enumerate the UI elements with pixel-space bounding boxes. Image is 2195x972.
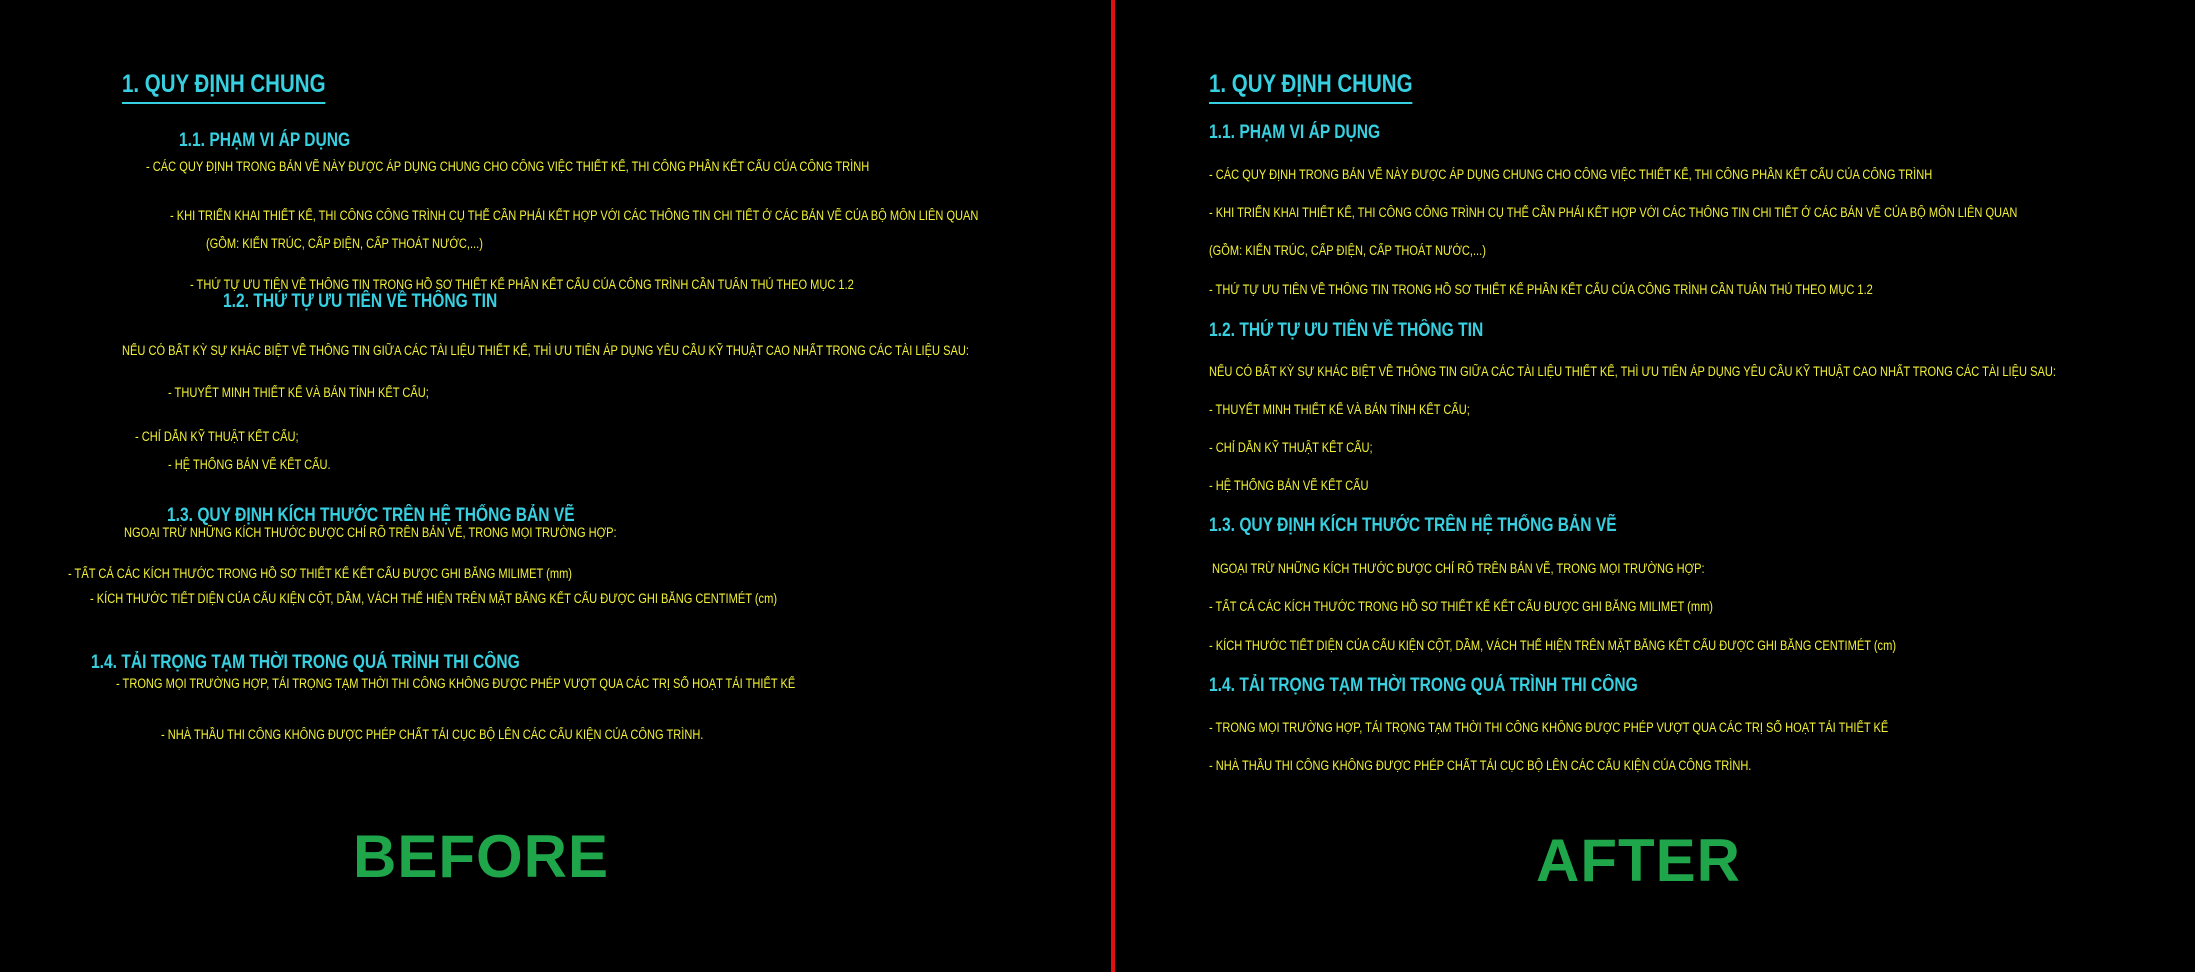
after-section-1-2-title: 1.2. THỨ TỰ ƯU TIÊN VỀ THÔNG TIN bbox=[1209, 320, 1484, 341]
after-section-1-1-line-2: - KHI TRIỂN KHAI THIẾT KẾ, THI CÔNG CÔNG TRÌNH CỤ THỂ CẦN PHẢI KẾT HỢP VỚI CÁC THÔNG TIN CHI TIẾT Ở CÁC BẢN VẼ CỦA BỘ MÔN LIÊN QUAN bbox=[1209, 205, 2018, 220]
after-label: AFTER bbox=[1536, 827, 1741, 894]
before-section-1-3-title: 1.3. QUY ĐỊNH KÍCH THƯỚC TRÊN HỆ THỐNG BẢN VẼ bbox=[167, 505, 575, 526]
after-section-1-2-line-1: NẾU CÓ BẤT KỲ SỰ KHÁC BIỆT VỀ THÔNG TIN GIỮA CÁC TÀI LIỆU THIẾT KẾ, THÌ ƯU TIÊN ÁP DỤNG YÊU CẦU KỸ THUẬT CAO NHẤT TRONG CÁC TÀI LIỆU SAU: bbox=[1209, 364, 2056, 379]
before-section-1-4-line-2: - NHÀ THẦU THI CÔNG KHÔNG ĐƯỢC PHÉP CHẤT TẢI CỤC BỘ LÊN CÁC CẤU KIỆN CỦA CÔNG TRÌNH. bbox=[161, 727, 704, 742]
before-section-1-1-line-1: - CÁC QUY ĐỊNH TRONG BẢN VẼ NÀY ĐƯỢC ÁP DỤNG CHUNG CHO CÔNG VIỆC THIẾT KẾ, THI CÔNG PHẦN KẾT CẤU CỦA CÔNG TRÌNH bbox=[146, 159, 870, 174]
before-section-1-2-line-4: - HỆ THỐNG BẢN VẼ KẾT CẤU. bbox=[168, 457, 331, 472]
before-section-1-4-line-1: - TRONG MỌI TRƯỜNG HỢP, TẢI TRỌNG TẠM THỜI THI CÔNG KHÔNG ĐƯỢC PHÉP VƯỢT QUA CÁC TRỊ SỐ HOẠT TẢI THIẾT KẾ bbox=[116, 676, 796, 691]
before-section-1-3-line-1: NGOẠI TRỪ NHỮNG KÍCH THƯỚC ĐƯỢC CHỈ RÕ TRÊN BẢN VẼ, TRONG MỌI TRƯỜNG HỢP: bbox=[124, 525, 617, 540]
after-section-1-3-line-2: - TẤT CẢ CÁC KÍCH THƯỚC TRONG HỒ SƠ THIẾT KẾ KẾT CẤU ĐƯỢC GHI BẰNG MILIMET (mm) bbox=[1209, 599, 1713, 614]
before-section-1-2-title: 1.2. THỨ TỰ ƯU TIÊN VỀ THÔNG TIN bbox=[223, 291, 498, 312]
after-section-1-4-line-2: - NHÀ THẦU THI CÔNG KHÔNG ĐƯỢC PHÉP CHẤT TẢI CỤC BỘ LÊN CÁC CẤU KIỆN CỦA CÔNG TRÌNH. bbox=[1209, 758, 1752, 773]
after-section-1-1-title: 1.1. PHẠM VI ÁP DỤNG bbox=[1209, 122, 1381, 143]
after-section-1-3-title: 1.3. QUY ĐỊNH KÍCH THƯỚC TRÊN HỆ THỐNG BẢN VẼ bbox=[1209, 515, 1617, 536]
after-section-1-1-line-1: - CÁC QUY ĐỊNH TRONG BẢN VẼ NÀY ĐƯỢC ÁP DỤNG CHUNG CHO CÔNG VIỆC THIẾT KẾ, THI CÔNG PHẦN KẾT CẤU CỦA CÔNG TRÌNH bbox=[1209, 167, 1933, 182]
after-section-1-1-line-4: - THỨ TỰ ƯU TIÊN VỀ THÔNG TIN TRONG HỒ SƠ THIẾT KẾ PHẦN KẾT CẤU CỦA CÔNG TRÌNH CẦN TUÂN THỦ THEO MỤC 1.2 bbox=[1209, 282, 1873, 297]
after-panel bbox=[1115, 0, 2195, 972]
before-section-1-2-line-2: - THUYẾT MINH THIẾT KẾ VÀ BẢN TÍNH KẾT CẤU; bbox=[168, 385, 429, 400]
before-section-1-1-title: 1.1. PHẠM VI ÁP DỤNG bbox=[179, 130, 351, 151]
after-section-1-3-line-1: NGOẠI TRỪ NHỮNG KÍCH THƯỚC ĐƯỢC CHỈ RÕ TRÊN BẢN VẼ, TRONG MỌI TRƯỜNG HỢP: bbox=[1212, 561, 1705, 576]
before-section-1-4-title: 1.4. TẢI TRỌNG TẠM THỜI TRONG QUÁ TRÌNH THI CÔNG bbox=[91, 652, 520, 673]
after-section-1-1-line-3: (GỒM: KIẾN TRÚC, CẤP ĐIỆN, CẤP THOÁT NƯỚC,...) bbox=[1209, 243, 1486, 258]
after-section-1-2-line-4: - HỆ THỐNG BẢN VẼ KẾT CẤU bbox=[1209, 478, 1369, 493]
before-section-1-2-line-1: NẾU CÓ BẤT KỲ SỰ KHÁC BIỆT VỀ THÔNG TIN GIỮA CÁC TÀI LIỆU THIẾT KẾ, THÌ ƯU TIÊN ÁP DỤNG YÊU CẦU KỸ THUẬT CAO NHẤT TRONG CÁC TÀI LIỆU SAU: bbox=[122, 343, 969, 358]
before-main-heading: 1. QUY ĐỊNH CHUNG bbox=[122, 70, 326, 104]
before-section-1-1-line-3: (GỒM: KIẾN TRÚC, CẤP ĐIỆN, CẤP THOÁT NƯỚC,...) bbox=[206, 236, 483, 251]
before-section-1-1-line-4: - THỨ TỰ ƯU TIÊN VỀ THÔNG TIN TRONG HỒ SƠ THIẾT KẾ PHẦN KẾT CẤU CỦA CÔNG TRÌNH CẦN TUÂN THỦ THEO MỤC 1.2 bbox=[190, 277, 854, 292]
after-section-1-3-line-3: - KÍCH THƯỚC TIẾT DIỆN CỦA CẤU KIỆN CỘT, DẦM, VÁCH THỂ HIỆN TRÊN MẶT BẰNG KẾT CẤU ĐƯỢC GHI BẰNG CENTIMÉT (cm) bbox=[1209, 638, 1897, 653]
after-section-1-4-title: 1.4. TẢI TRỌNG TẠM THỜI TRONG QUÁ TRÌNH THI CÔNG bbox=[1209, 675, 1638, 696]
before-section-1-3-line-3: - KÍCH THƯỚC TIẾT DIỆN CỦA CẤU KIỆN CỘT, DẦM, VÁCH THỂ HIỆN TRÊN MẶT BẰNG KẾT CẤU ĐƯỢC GHI BẰNG CENTIMÉT (cm) bbox=[90, 591, 778, 606]
after-main-heading: 1. QUY ĐỊNH CHUNG bbox=[1209, 70, 1413, 104]
after-section-1-4-line-1: - TRONG MỌI TRƯỜNG HỢP, TẢI TRỌNG TẠM THỜI THI CÔNG KHÔNG ĐƯỢC PHÉP VƯỢT QUA CÁC TRỊ SỐ HOẠT TẢI THIẾT KẾ bbox=[1209, 720, 1889, 735]
before-section-1-1-line-2: - KHI TRIỂN KHAI THIẾT KẾ, THI CÔNG CÔNG TRÌNH CỤ THỂ CẦN PHẢI KẾT HỢP VỚI CÁC THÔNG TIN CHI TIẾT Ở CÁC BẢN VẼ CỦA BỘ MÔN LIÊN QUAN bbox=[170, 208, 979, 223]
before-section-1-2-line-3: - CHỈ DẪN KỸ THUẬT KẾT CẤU; bbox=[135, 429, 299, 444]
after-section-1-2-line-2: - THUYẾT MINH THIẾT KẾ VÀ BẢN TÍNH KẾT CẤU; bbox=[1209, 402, 1470, 417]
before-label: BEFORE bbox=[353, 823, 610, 890]
after-section-1-2-line-3: - CHỈ DẪN KỸ THUẬT KẾT CẤU; bbox=[1209, 440, 1373, 455]
before-section-1-3-line-2: - TẤT CẢ CÁC KÍCH THƯỚC TRONG HỒ SƠ THIẾT KẾ KẾT CẤU ĐƯỢC GHI BẰNG MILIMET (mm) bbox=[68, 566, 572, 581]
